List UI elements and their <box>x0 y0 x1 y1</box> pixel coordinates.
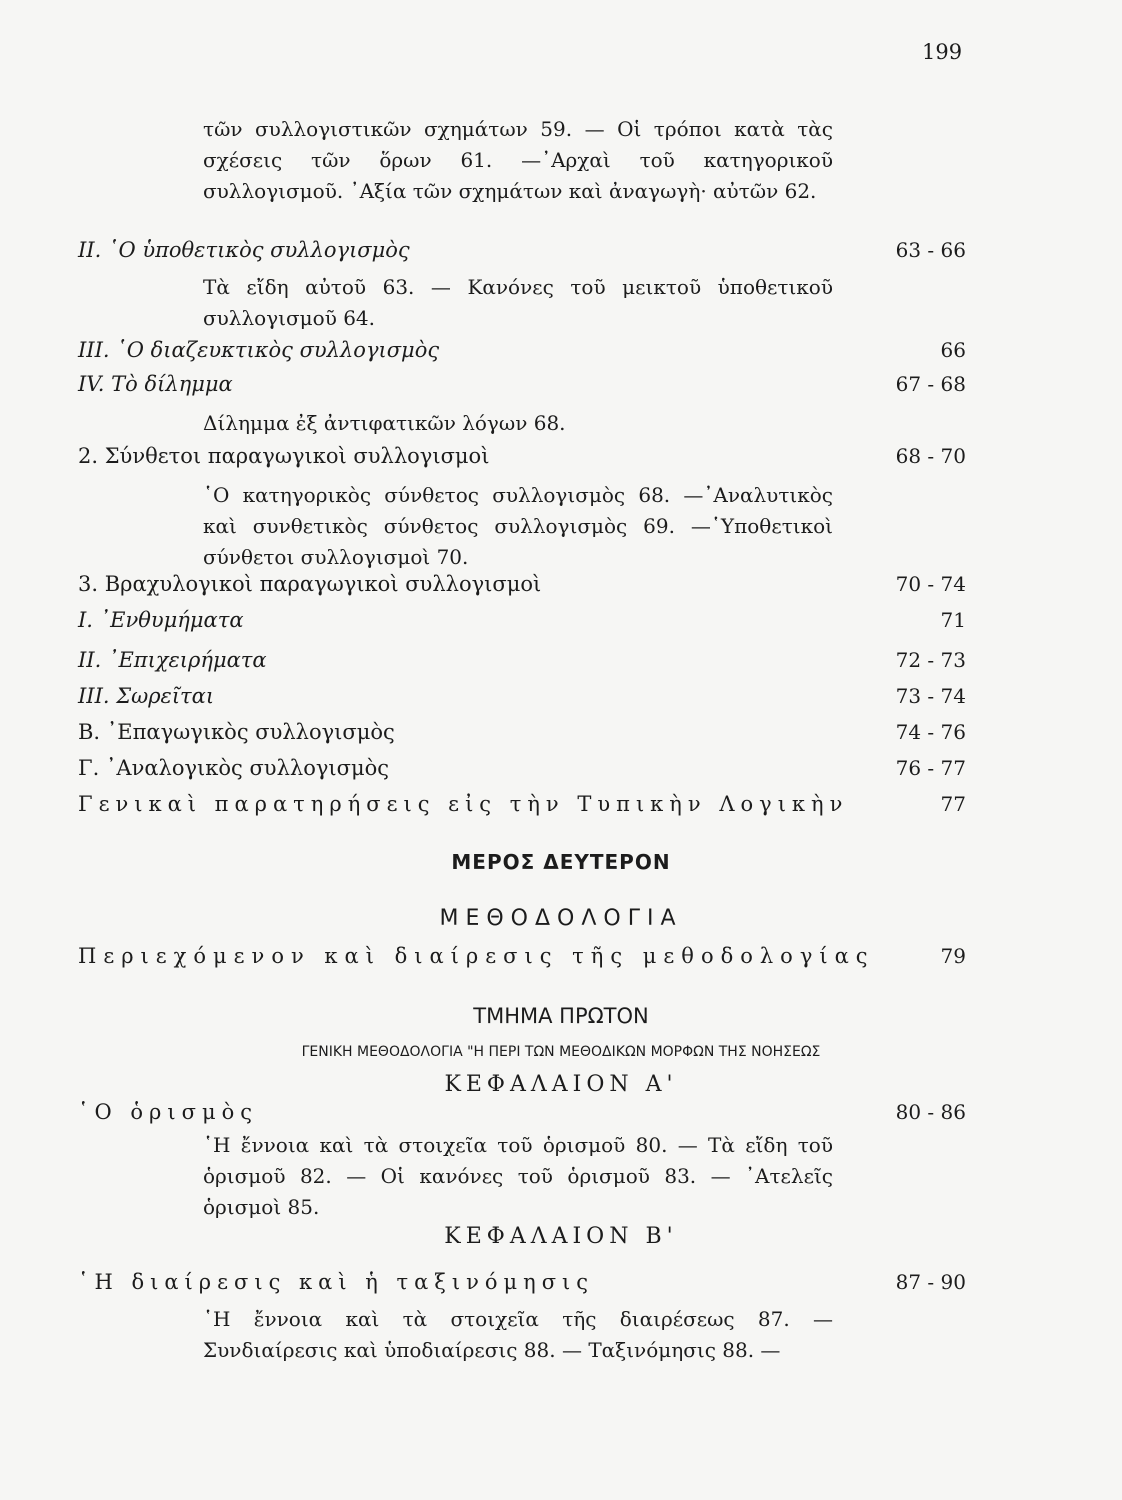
toc-entry-description: ῾Η ἔννοια καὶ τὰ στοιχεῖα τῆς διαιρέσεως 87. — Συνδιαίρεσις καὶ ὑποδιαίρεσις 88. — Ταξινόμησις 88. — <box>203 1307 833 1362</box>
section-title: ΤΜΗΜΑ ΠΡΩΤΟΝ <box>473 1004 649 1028</box>
toc-entry <box>0 1100 1122 1130</box>
toc-entry-pages: 87 - 90 <box>895 1270 966 1294</box>
toc-entry <box>0 338 1122 368</box>
toc-entry-pages: 73 - 74 <box>895 684 966 708</box>
toc-entry-label: II. ᾿Επιχειρήματα <box>78 648 267 672</box>
section-subtitle: ΓΕΝΙΚΗ ΜΕΘΟΔΟΛΟΓΙΑ "Η ΠΕΡΙ ΤΩΝ ΜΕΘΟΔΙΚΩΝ ΜΟΡΦΩΝ ΤΗΣ ΝΟΗΣΕΩΣ <box>301 1044 821 1060</box>
toc-entry-label: Γενικαὶ παρατηρήσεις εἰς τὴν Τυπικὴν Λογικὴν <box>78 792 849 816</box>
toc-entry-pages: 77 <box>940 792 966 816</box>
toc-entry-description: Δίλημμα ἐξ ἀντιφατικῶν λόγων 68. <box>203 411 566 435</box>
toc-entry-label: 3. Βραχυλογικοὶ παραγωγικοὶ συλλογισμοὶ <box>78 572 542 596</box>
toc-entry-pages: 70 - 74 <box>895 572 966 596</box>
toc-entry-description: Τὰ εἴδη αὐτοῦ 63. — Κανόνες τοῦ μεικτοῦ ὑποθετικοῦ συλλογισμοῦ 64. <box>203 275 833 330</box>
toc-entry-pages: 79 <box>940 944 966 968</box>
toc-entry <box>0 648 1122 678</box>
toc-entry-pages: 68 - 70 <box>895 444 966 468</box>
toc-entry-label: IV. Τὸ δίλημμα <box>78 372 233 396</box>
toc-entry-label: 2. Σύνθετοι παραγωγικοὶ συλλογισμοὶ <box>78 444 490 468</box>
toc-entry-pages: 74 - 76 <box>895 720 966 744</box>
toc-entry <box>0 444 1122 474</box>
toc-entry-pages: 66 <box>940 338 966 362</box>
toc-entry-pages: 71 <box>940 608 966 632</box>
toc-entry <box>0 608 1122 638</box>
chapter-heading: ΚΕΦΑΛΑΙΟΝ Β' <box>444 1224 678 1249</box>
toc-entry-description: ῾Η ἔννοια καὶ τὰ στοιχεῖα τοῦ ὁρισμοῦ 80. — Τὰ εἴδη τοῦ ὁρισμοῦ 82. — Οἱ κανόνες τοῦ ὁρισμοῦ 83. — ᾿Ατελεῖς ὁρισμοὶ 85. <box>203 1133 833 1219</box>
toc-entry-pages: 80 - 86 <box>895 1100 966 1124</box>
toc-entry <box>0 684 1122 714</box>
toc-entry-label: Β. ᾿Επαγωγικὸς συλλογισμὸς <box>78 720 395 744</box>
toc-entry <box>0 572 1122 602</box>
toc-entry-label: Γ. ᾿Αναλογικὸς συλλογισμὸς <box>78 756 390 780</box>
toc-entry-label: I. ᾿Ενθυμήματα <box>78 608 244 632</box>
toc-entry <box>0 372 1122 402</box>
toc-entry-pages: 76 - 77 <box>895 756 966 780</box>
toc-entry-description: ῾Ο κατηγορικὸς σύνθετος συλλογισμὸς 68. —᾿Αναλυτικὸς καὶ συνθετικὸς σύνθετος συλλογισμὸς 69. —῾Υποθετικοὶ σύνθετοι συλλογισμοὶ 70. <box>203 483 833 569</box>
toc-entry <box>0 720 1122 750</box>
toc-entry-label: III. ῾Ο διαζευκτικὸς συλλογισμὸς <box>78 338 440 362</box>
toc-entry <box>0 1270 1122 1300</box>
chapter-heading: ΚΕΦΑΛΑΙΟΝ Α' <box>444 1072 678 1097</box>
toc-entry <box>0 792 1122 822</box>
toc-entry-pages: 63 - 66 <box>895 238 966 262</box>
toc-entry-pages: 72 - 73 <box>895 648 966 672</box>
toc-entry-label: II. ῾Ο ὑποθετικὸς συλλογισμὸς <box>78 238 410 262</box>
toc-entry <box>0 756 1122 786</box>
toc-entry-label: ῾Η διαίρεσις καὶ ἡ ταξινόμησις <box>78 1270 595 1294</box>
page-number: 199 <box>922 40 963 64</box>
toc-entry-label: Περιεχόμενον καὶ διαίρεσις τῆς μεθοδολογίας <box>78 944 875 968</box>
toc-entry-pages: 67 - 68 <box>895 372 966 396</box>
methodology-title: ΜΕΘΟΔΟΛΟΓΙΑ <box>439 906 683 931</box>
toc-entry <box>0 238 1122 268</box>
toc-entry <box>0 944 1122 974</box>
part-title: ΜΕΡΟΣ ΔΕΥΤΕΡΟΝ <box>451 850 671 874</box>
toc-entry-description: τῶν συλλογιστικῶν σχημάτων 59. — Οἱ τρόποι κατὰ τὰς σχέσεις τῶν ὅρων 61. —᾿Αρχαὶ τοῦ κατηγορικοῦ συλλογισμοῦ. ᾿Αξία τῶν σχημάτων καὶ ἀναγωγὴ· αὐτῶν 62. <box>203 117 833 203</box>
toc-entry-label: ῾Ο ὁρισμὸς <box>78 1100 259 1124</box>
toc-entry-label: III. Σωρεῖται <box>78 684 215 708</box>
